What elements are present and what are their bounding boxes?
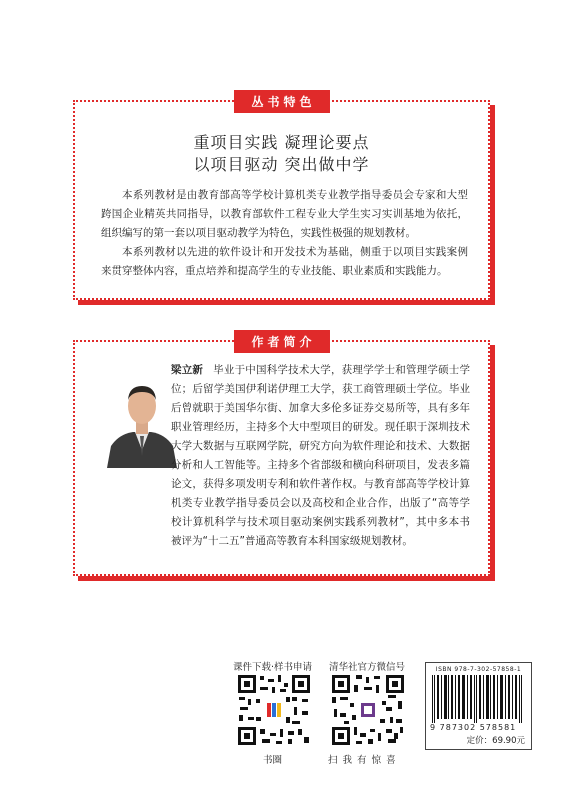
barcode-icon (432, 675, 524, 723)
price-label: 定价：69.90元 (466, 736, 525, 746)
qr1-top-caption: 课件下载·样书申请 (233, 662, 313, 673)
series-features-tab: 丛书特色 (233, 90, 329, 113)
qr2-bottom-caption: 扫 我 有 惊 喜 (328, 755, 397, 766)
author-tab: 作者简介 (233, 330, 329, 353)
author-bio-text: 毕业于中国科学技术大学，获理学学士和管理学硕士学位；后留学美国伊利诺伊理工大学，获工商管理硕士学位。毕业后曾就职于美国华尔街、加拿大多伦多证券交易所等，具有多年职业管理经历，主持多个大中型项目的研发。现任职于深圳技术大学大数据与互联网学院，研究方向为软件理论和技术、大数据分析和人工智能等。主持多个省部级和横向科研项目，发表多篇论文，获得多项发明专利和软件著作权。与教育部高等学校计算机类专业教学指导委员会以及高校和企业合作，出版了“高等学校计算机科学与技术项目驱动案例实践系列教材”，其中多本书被评为“十二五”普通高等教育本科国家级规划教材。 (171, 364, 471, 547)
author-bio (171, 361, 470, 551)
series-paragraph-1: 本系列教材是由教育部高等学校计算机类专业教学指导委员会专家和大型跨国企业精英共同指导，以教育部软件工程专业大学生实习实训基地为依托，组织编写的第一套以项目驱动教学为特色，实践性极强的规划教材。 (101, 189, 468, 239)
isbn-text: ISBN 978-7-302-57858-1 (435, 666, 522, 673)
series-features-panel (73, 95, 490, 300)
qr1-bottom-caption: 书圈 (263, 755, 283, 766)
barcode-number: 9 787302 578581 (430, 723, 517, 732)
series-paragraph-2: 本系列教材以先进的软件设计和开发技术为基础，侧重于以项目实践案例来贯穿整体内容，重点培养和提高学生的专业技能、职业素质和实践能力。 (101, 246, 468, 277)
isbn-barcode-box (425, 662, 532, 750)
qr-code-wechat (330, 673, 406, 747)
author-name: 梁立新 (171, 364, 204, 376)
author-panel (73, 335, 490, 576)
qr2-top-caption: 清华社官方微信号 (329, 662, 406, 673)
author-photo (105, 370, 179, 468)
slogan-line-2: 以项目驱动 突出做中学 (193, 155, 370, 174)
qr-code-courseware (236, 673, 312, 747)
slogan-line-1: 重项目实践 凝理论要点 (193, 133, 370, 152)
